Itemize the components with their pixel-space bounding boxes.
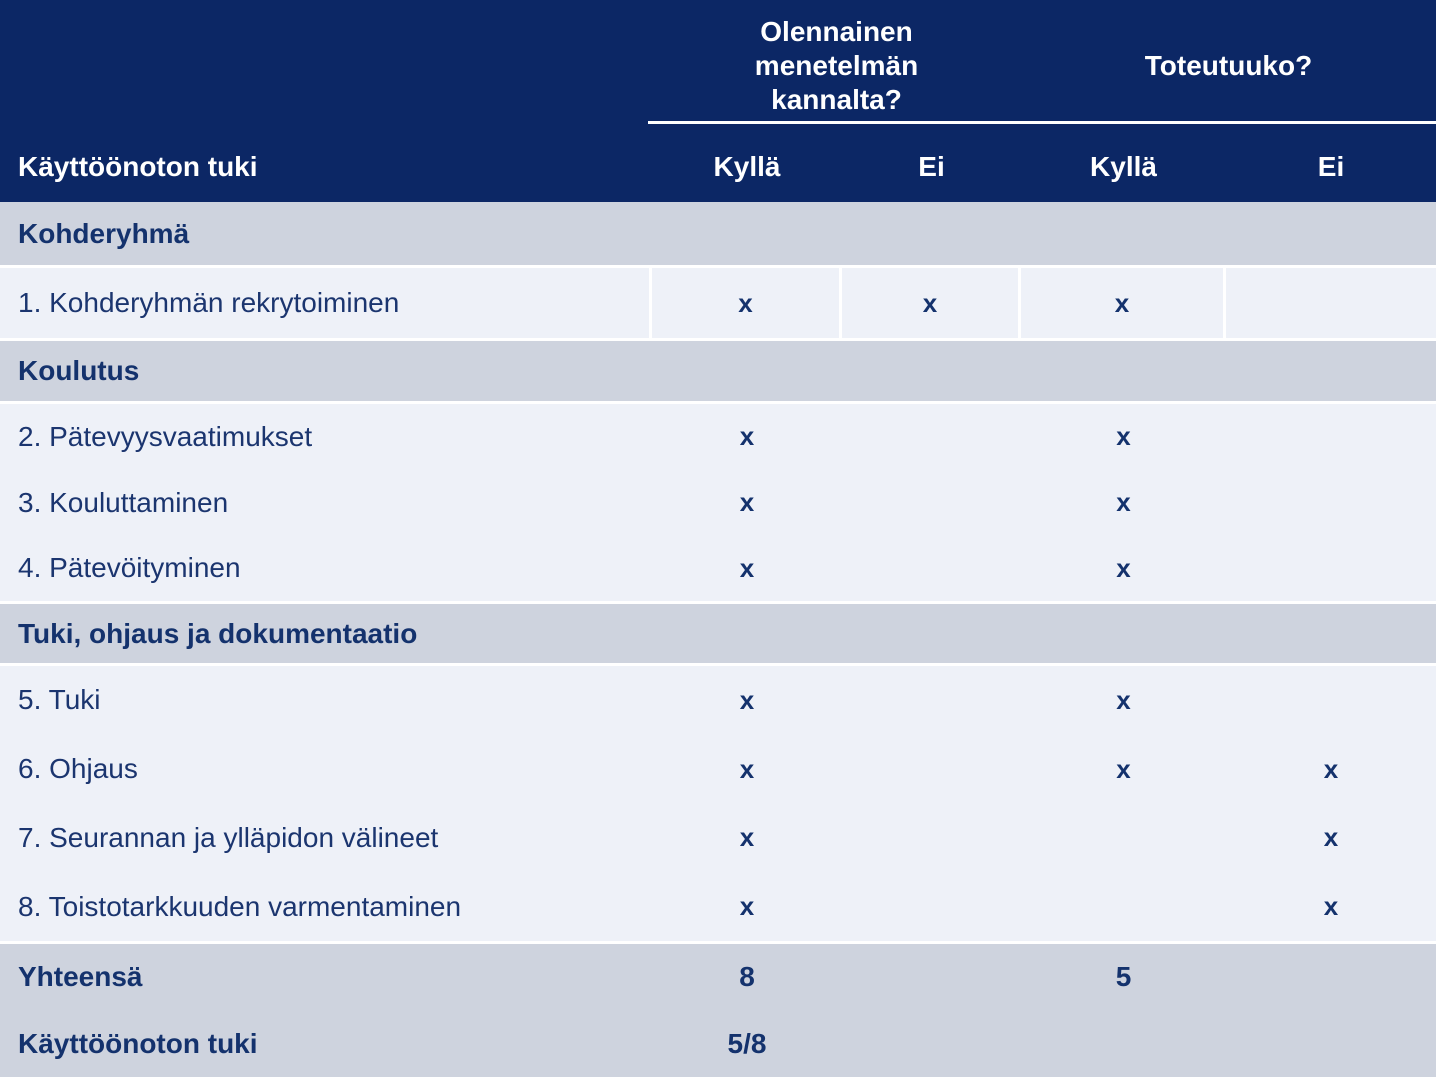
table-header xyxy=(0,0,1436,202)
mark-cell: x xyxy=(739,421,755,452)
mark-cell xyxy=(842,535,1021,601)
rows-koulutus xyxy=(0,404,1436,601)
summary-block xyxy=(0,944,1436,1077)
section-row-kohderyhma xyxy=(0,202,1436,265)
score-cell xyxy=(1021,1011,1226,1077)
table-row-1 xyxy=(0,268,1436,338)
score-cell xyxy=(842,1011,1021,1077)
row-label: 1. Kohderyhmän rekrytoiminen xyxy=(0,268,649,338)
mark-cell: x xyxy=(842,268,1018,338)
total-label: Yhteensä xyxy=(18,961,143,993)
score-cell: 5/8 xyxy=(727,1027,767,1059)
table-row-2 xyxy=(0,404,1436,470)
mark-cell: x xyxy=(1323,753,1339,784)
section-title: Tuki, ohjaus ja dokumentaatio xyxy=(18,617,418,649)
row-label: 8. Toistotarkkuuden varmentaminen xyxy=(18,890,462,922)
column-header-ei-realized: Ei xyxy=(1317,150,1345,182)
mark-cell: x xyxy=(652,268,839,338)
mark-cell xyxy=(842,470,1021,536)
total-cell xyxy=(842,944,1021,1011)
mark-cell: x xyxy=(739,684,755,715)
mark-cell xyxy=(1021,804,1226,873)
mark-cell xyxy=(1226,404,1436,470)
group-header-realized-label: Toteutuuko? xyxy=(1144,49,1313,81)
section-row-tuki xyxy=(0,604,1436,663)
group-header-essential-label: Olennainen menetelmän kannalta? xyxy=(754,15,919,115)
mark-cell: x xyxy=(739,552,755,583)
mark-cell xyxy=(1021,872,1226,941)
mark-cell xyxy=(842,666,1021,735)
header-row-label: Käyttöönoton tuki xyxy=(18,150,258,182)
score-row xyxy=(0,1011,1436,1077)
mark-cell: x xyxy=(1116,487,1131,517)
section-title: Koulutus xyxy=(18,355,140,386)
score-cell xyxy=(1226,1011,1436,1077)
row-label: 3. Kouluttaminen xyxy=(18,486,229,518)
column-header-kylla-essential: Kyllä xyxy=(713,150,781,182)
total-cell: 8 xyxy=(739,961,755,993)
table-row-3 xyxy=(0,470,1436,536)
row-label: 6. Ohjaus xyxy=(18,753,138,785)
table-row-8 xyxy=(0,872,1436,941)
row-label: 7. Seurannan ja ylläpidon välineet xyxy=(18,821,439,853)
row-label: 4. Pätevöityminen xyxy=(18,552,241,584)
mark-cell: x xyxy=(739,487,755,517)
mark-cell: x xyxy=(739,891,755,922)
section-title: Kohderyhmä xyxy=(18,217,190,249)
mark-cell xyxy=(1226,535,1436,601)
rows-tuki xyxy=(0,666,1436,941)
total-row xyxy=(0,944,1436,1011)
mark-cell: x xyxy=(739,753,755,784)
section-row-koulutus xyxy=(0,341,1436,401)
mark-cell: x xyxy=(1021,268,1223,338)
mark-cell xyxy=(1226,666,1436,735)
mark-cell: x xyxy=(1323,891,1339,922)
header-underline xyxy=(648,121,1436,124)
mark-cell xyxy=(1226,470,1436,536)
mark-cell: x xyxy=(1116,684,1131,715)
mark-cell xyxy=(842,735,1021,804)
table-row-4 xyxy=(0,535,1436,601)
table-row-5 xyxy=(0,666,1436,735)
score-label: Käyttöönoton tuki xyxy=(18,1027,258,1059)
column-header-kylla-realized: Kyllä xyxy=(1090,150,1157,182)
mark-cell: x xyxy=(1323,822,1339,853)
column-header-ei-essential: Ei xyxy=(918,150,945,182)
total-cell: 5 xyxy=(1115,961,1132,993)
mark-cell xyxy=(842,804,1021,873)
mark-cell: x xyxy=(1116,753,1131,784)
table-row-7 xyxy=(0,804,1436,873)
mark-cell xyxy=(842,404,1021,470)
group-header-realized xyxy=(1021,0,1436,121)
mark-cell: x xyxy=(1116,552,1131,583)
total-cell xyxy=(1226,944,1436,1011)
mark-cell: x xyxy=(739,822,755,853)
mark-cell xyxy=(842,872,1021,941)
table-row-6 xyxy=(0,735,1436,804)
row-label: 5. Tuki xyxy=(18,684,101,716)
row-label: 2. Pätevyysvaatimukset xyxy=(18,420,313,452)
group-header-essential xyxy=(652,0,1021,121)
mark-cell: x xyxy=(1116,421,1131,452)
mark-cell xyxy=(1226,268,1436,338)
